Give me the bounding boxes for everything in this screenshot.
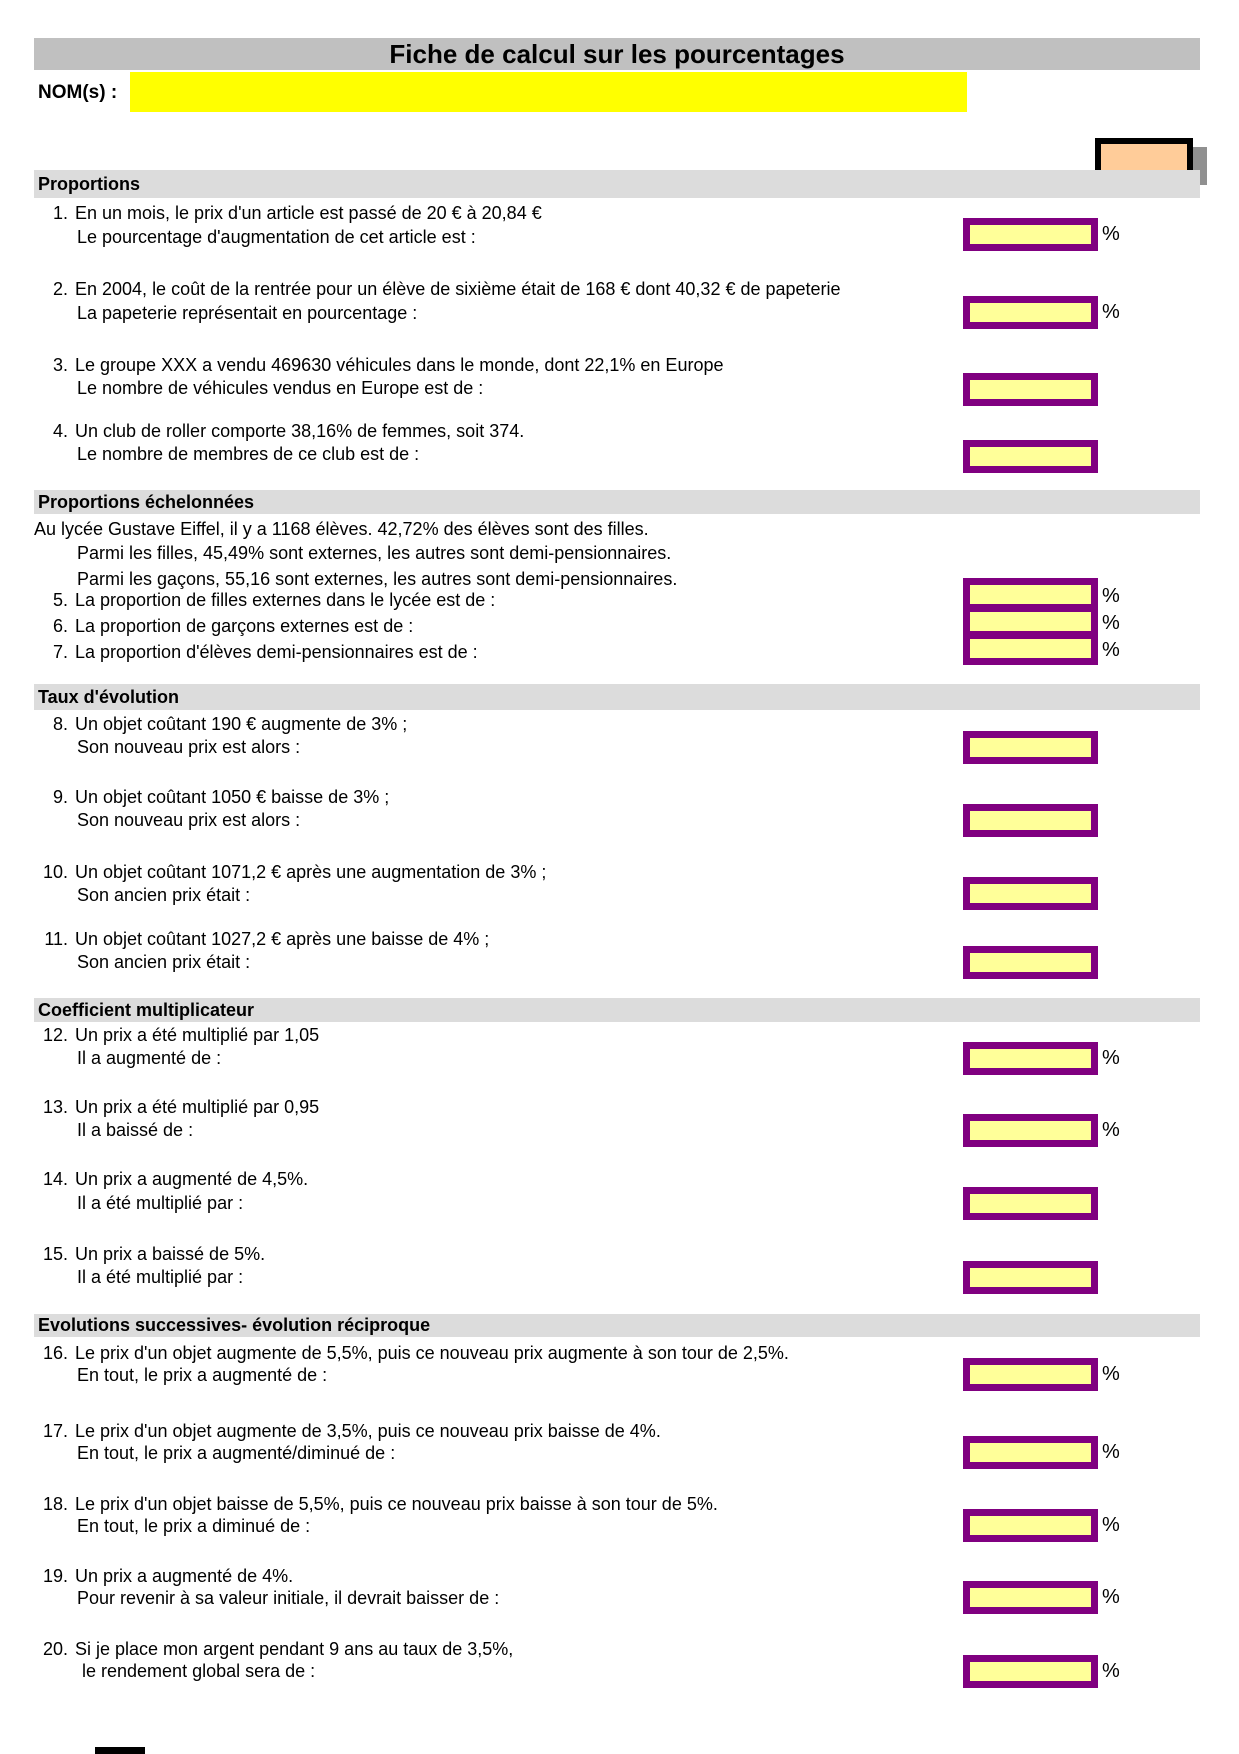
question-prompt: Son nouveau prix est alors : — [77, 810, 301, 830]
question-prompt: Le nombre de véhicules vendus en Europe est de : — [77, 378, 484, 398]
question-number: 20. — [42, 1639, 68, 1659]
question-prompt: Son ancien prix était : — [77, 885, 251, 905]
question-number: 16. — [42, 1343, 68, 1363]
answer-box-q20[interactable] — [963, 1655, 1098, 1688]
title-bar — [34, 38, 1200, 70]
answer-box-q11[interactable] — [963, 946, 1098, 979]
intro-line-1: Au lycée Gustave Eiffel, il y a 1168 élèves. 42,72% des élèves sont des filles. — [34, 519, 649, 539]
question-prompt: Le pourcentage d'augmentation de cet article est : — [77, 227, 476, 247]
page-corner-mark — [95, 1747, 145, 1754]
question-text: Un objet coûtant 1071,2 € après une augmentation de 3% ; — [75, 862, 547, 882]
answer-box-q1[interactable] — [963, 218, 1098, 251]
question-prompt: La papeterie représentait en pourcentage : — [77, 303, 418, 323]
percent-sign: % — [1102, 612, 1120, 634]
answer-box-q14[interactable] — [963, 1187, 1098, 1220]
percent-sign: % — [1102, 1441, 1120, 1463]
question-text: Un prix a augmenté de 4%. — [75, 1566, 294, 1586]
percent-sign: % — [1102, 1514, 1120, 1536]
answer-box-q5[interactable] — [970, 585, 1091, 604]
section-header-coefficient-multiplicateur — [34, 998, 1200, 1022]
question-prompt: Il a baissé de : — [77, 1120, 194, 1140]
answer-box-q8[interactable] — [963, 731, 1098, 764]
question-number: 13. — [42, 1097, 68, 1117]
question-text: Le prix d'un objet augmente de 5,5%, puis ce nouveau prix augmente à son tour de 2,5%. — [75, 1343, 789, 1363]
question-prompt: Il a été multiplié par : — [77, 1267, 244, 1287]
question-number: 8. — [52, 714, 68, 734]
question-number: 19. — [42, 1566, 68, 1586]
question-text: Un objet coûtant 1050 € baisse de 3% ; — [75, 787, 390, 807]
question-text: Si je place mon argent pendant 9 ans au taux de 3,5%, — [75, 1639, 514, 1659]
question-prompt: Son ancien prix était : — [77, 952, 251, 972]
nom-label: NOM(s) : — [38, 82, 118, 103]
question-number: 18. — [42, 1494, 68, 1514]
question-text: Le prix d'un objet baisse de 5,5%, puis ce nouveau prix baisse à son tour de 5%. — [75, 1494, 718, 1514]
question-text: Un objet coûtant 190 € augmente de 3% ; — [75, 714, 408, 734]
question-number: 17. — [42, 1421, 68, 1441]
question-prompt: Il a été multiplié par : — [77, 1193, 244, 1213]
section-label: Coefficient multiplicateur — [38, 999, 255, 1020]
question-number: 7. — [52, 642, 68, 662]
answer-box-q17[interactable] — [963, 1436, 1098, 1469]
answer-box-q6[interactable] — [970, 612, 1091, 631]
answer-box-q2[interactable] — [963, 296, 1098, 329]
section-label: Proportions — [38, 173, 140, 194]
percent-sign: % — [1102, 1119, 1120, 1141]
question-text: Le prix d'un objet augmente de 3,5%, puis ce nouveau prix baisse de 4%. — [75, 1421, 661, 1441]
question-number: 12. — [42, 1025, 68, 1045]
question-number: 6. — [52, 616, 68, 636]
question-number: 9. — [52, 787, 68, 807]
question-prompt: Il a augmenté de : — [77, 1048, 222, 1068]
percent-sign: % — [1102, 639, 1120, 661]
section-label: Evolutions successives- évolution réciproque — [38, 1315, 431, 1335]
answer-box-q16[interactable] — [963, 1358, 1098, 1391]
question-prompt: Le nombre de membres de ce club est de : — [77, 444, 420, 464]
question-text: En un mois, le prix d'un article est passé de 20 € à 20,84 € — [75, 203, 542, 223]
percent-sign: % — [1102, 1586, 1120, 1608]
question-number: 4. — [52, 421, 68, 441]
name-input-field[interactable] — [130, 72, 967, 112]
question-text: Un club de roller comporte 38,16% de femmes, soit 374. — [75, 421, 525, 441]
question-prompt: En tout, le prix a augmenté de : — [77, 1365, 328, 1385]
percent-sign: % — [1102, 301, 1120, 323]
question-number: 11. — [44, 929, 68, 949]
percent-sign: % — [1102, 1660, 1120, 1682]
intro-line-3: Parmi les gaçons, 55,16 sont externes, les autres sont demi-pensionnaires. — [77, 569, 678, 589]
question-number: 3. — [52, 355, 68, 375]
page-title: Fiche de calcul sur les pourcentages — [389, 38, 845, 69]
percent-sign: % — [1102, 585, 1120, 607]
percent-sign: % — [1102, 1047, 1120, 1069]
answer-box-q10[interactable] — [963, 877, 1098, 910]
answer-box-q15[interactable] — [963, 1261, 1098, 1294]
question-number: 1. — [52, 203, 68, 223]
question-number: 5. — [52, 590, 68, 610]
question-number: 2. — [52, 279, 68, 299]
question-text: Un objet coûtant 1027,2 € après une baisse de 4% ; — [75, 929, 490, 949]
section-label: Taux d'évolution — [38, 686, 179, 707]
question-text: Le groupe XXX a vendu 469630 véhicules dans le monde, dont 22,1% en Europe — [75, 355, 724, 375]
question-text: En 2004, le coût de la rentrée pour un élève de sixième était de 168 € dont 40,32 € de papeterie — [75, 279, 841, 299]
answer-box-q12[interactable] — [963, 1042, 1098, 1075]
question-text: La proportion d'élèves demi-pensionnaires est de : — [75, 642, 478, 662]
question-number: 15. — [42, 1244, 68, 1264]
percent-sign: % — [1102, 223, 1120, 245]
section-header-proportions — [34, 170, 1200, 198]
section-header-taux-evolution — [34, 684, 1200, 710]
question-text: La proportion de filles externes dans le lycée est de : — [75, 590, 496, 610]
question-text: Un prix a été multiplié par 1,05 — [75, 1025, 320, 1045]
question-prompt: le rendement global sera de : — [82, 1661, 316, 1681]
answer-box-q18[interactable] — [963, 1509, 1098, 1542]
section-header-evolutions-successives — [34, 1314, 1200, 1337]
answer-box-q13[interactable] — [963, 1114, 1098, 1147]
question-number: 14. — [42, 1169, 68, 1189]
answer-box-q3[interactable] — [963, 373, 1098, 406]
question-number: 10. — [42, 862, 68, 882]
answer-box-q4[interactable] — [963, 440, 1098, 473]
question-text: La proportion de garçons externes est de : — [75, 616, 414, 636]
question-text: Un prix a baissé de 5%. — [75, 1244, 266, 1264]
answer-box-q7[interactable] — [970, 639, 1091, 658]
question-prompt: Son nouveau prix est alors : — [77, 737, 301, 757]
section-label: Proportions échelonnées — [38, 491, 255, 512]
question-prompt: En tout, le prix a augmenté/diminué de : — [77, 1443, 396, 1463]
percent-sign: % — [1102, 1363, 1120, 1385]
answer-box-q19[interactable] — [963, 1581, 1098, 1614]
question-prompt: En tout, le prix a diminué de : — [77, 1516, 311, 1536]
intro-line-2: Parmi les filles, 45,49% sont externes, les autres sont demi-pensionnaires. — [77, 543, 672, 563]
question-prompt: Pour revenir à sa valeur initiale, il devrait baisser de : — [77, 1588, 500, 1608]
question-text: Un prix a été multiplié par 0,95 — [75, 1097, 320, 1117]
question-text: Un prix a augmenté de 4,5%. — [75, 1169, 309, 1189]
answer-box-group-q5-q7 — [963, 578, 1098, 665]
answer-box-q9[interactable] — [963, 804, 1098, 837]
section-header-proportions-echelonnees — [34, 490, 1200, 514]
